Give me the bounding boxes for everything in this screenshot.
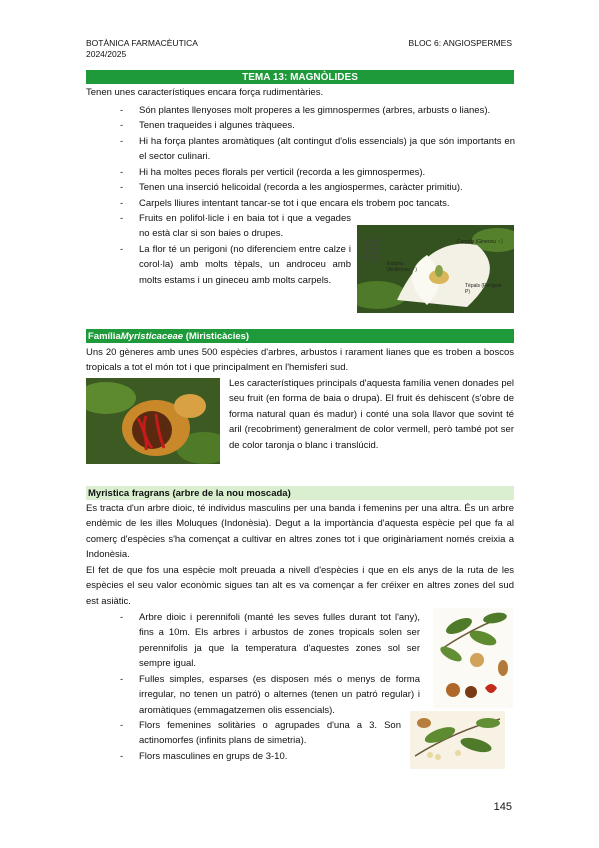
label-carpels: Carpels (Gineceu ♀)	[457, 239, 503, 245]
topic-title: TEMA 13: MAGNÒLIDES	[86, 70, 514, 84]
species-heading: Myristica fragrans (arbre de la nou moscada)	[86, 486, 514, 500]
magnolia-flower-image	[357, 225, 514, 313]
nutmeg-botanical-illustration	[433, 608, 513, 708]
family-description: Les característiques principals d'aquesta família venen donades pel seu fruit (en forma de baia o drupa). El fruit és dehiscent (s'obre de forma natural quan és madur) i conté una sola llavor que sovint té aril (recobriment) generalment de color vermell, però també pot ser de color taronja o blanc i translúcid.	[229, 378, 514, 451]
nutmeg-flowers-illustration	[410, 711, 505, 769]
label-tepals: Tèpals (Perigoni P)	[465, 283, 502, 295]
family-intro: Uns 20 gèneres amb unes 500 espècies d'arbres, arbustos i rarament lianes que es troben a boscos tropicals a tot el món tot i que principalment en l'hemisferi sud.	[86, 347, 514, 374]
species-paragraph-1: Es tracta d'un arbre dioic, té individus masculins per una banda i femenins per una altra. És un arbre endèmic de les illes Moluques (Indonèsia). Degut a la importància d'aquesta espècie pel que fa al comerç d'espècies s'ha començat a cultivar en altres zones tot i que originàriament només creixia a Indonèsia.	[86, 503, 514, 561]
nutmeg-branch-drawing	[433, 608, 513, 708]
header-year: 2024/2025	[86, 49, 127, 59]
family-heading: Família Myristicaceae (Miristicàcies)	[86, 329, 514, 343]
nutmeg-fruit-illustration	[86, 378, 220, 464]
label-estams: Estams (Androceu ♂)	[387, 261, 417, 273]
nutmeg-flowers-drawing	[410, 711, 505, 769]
header-course	[86, 38, 198, 60]
page-number: 145	[493, 801, 512, 813]
intro-text: Tenen unes característiques encara força rudimentàries.	[86, 87, 324, 98]
header-course-name: BOTÀNICA FARMACÈUTICA	[86, 38, 198, 48]
species-paragraph-2: El fet de que fos una espècie molt preuada a nivell d'espècies i que en els anys de la ruta de les espècies el seu valor econòmic sigues tan alt es va començar a fer créixer en altres zones del sud est asiàtic.	[86, 565, 514, 607]
nutmeg-fruit-image	[86, 378, 220, 464]
header-block: BLOC 6: ANGIOSPERMES	[408, 38, 512, 48]
